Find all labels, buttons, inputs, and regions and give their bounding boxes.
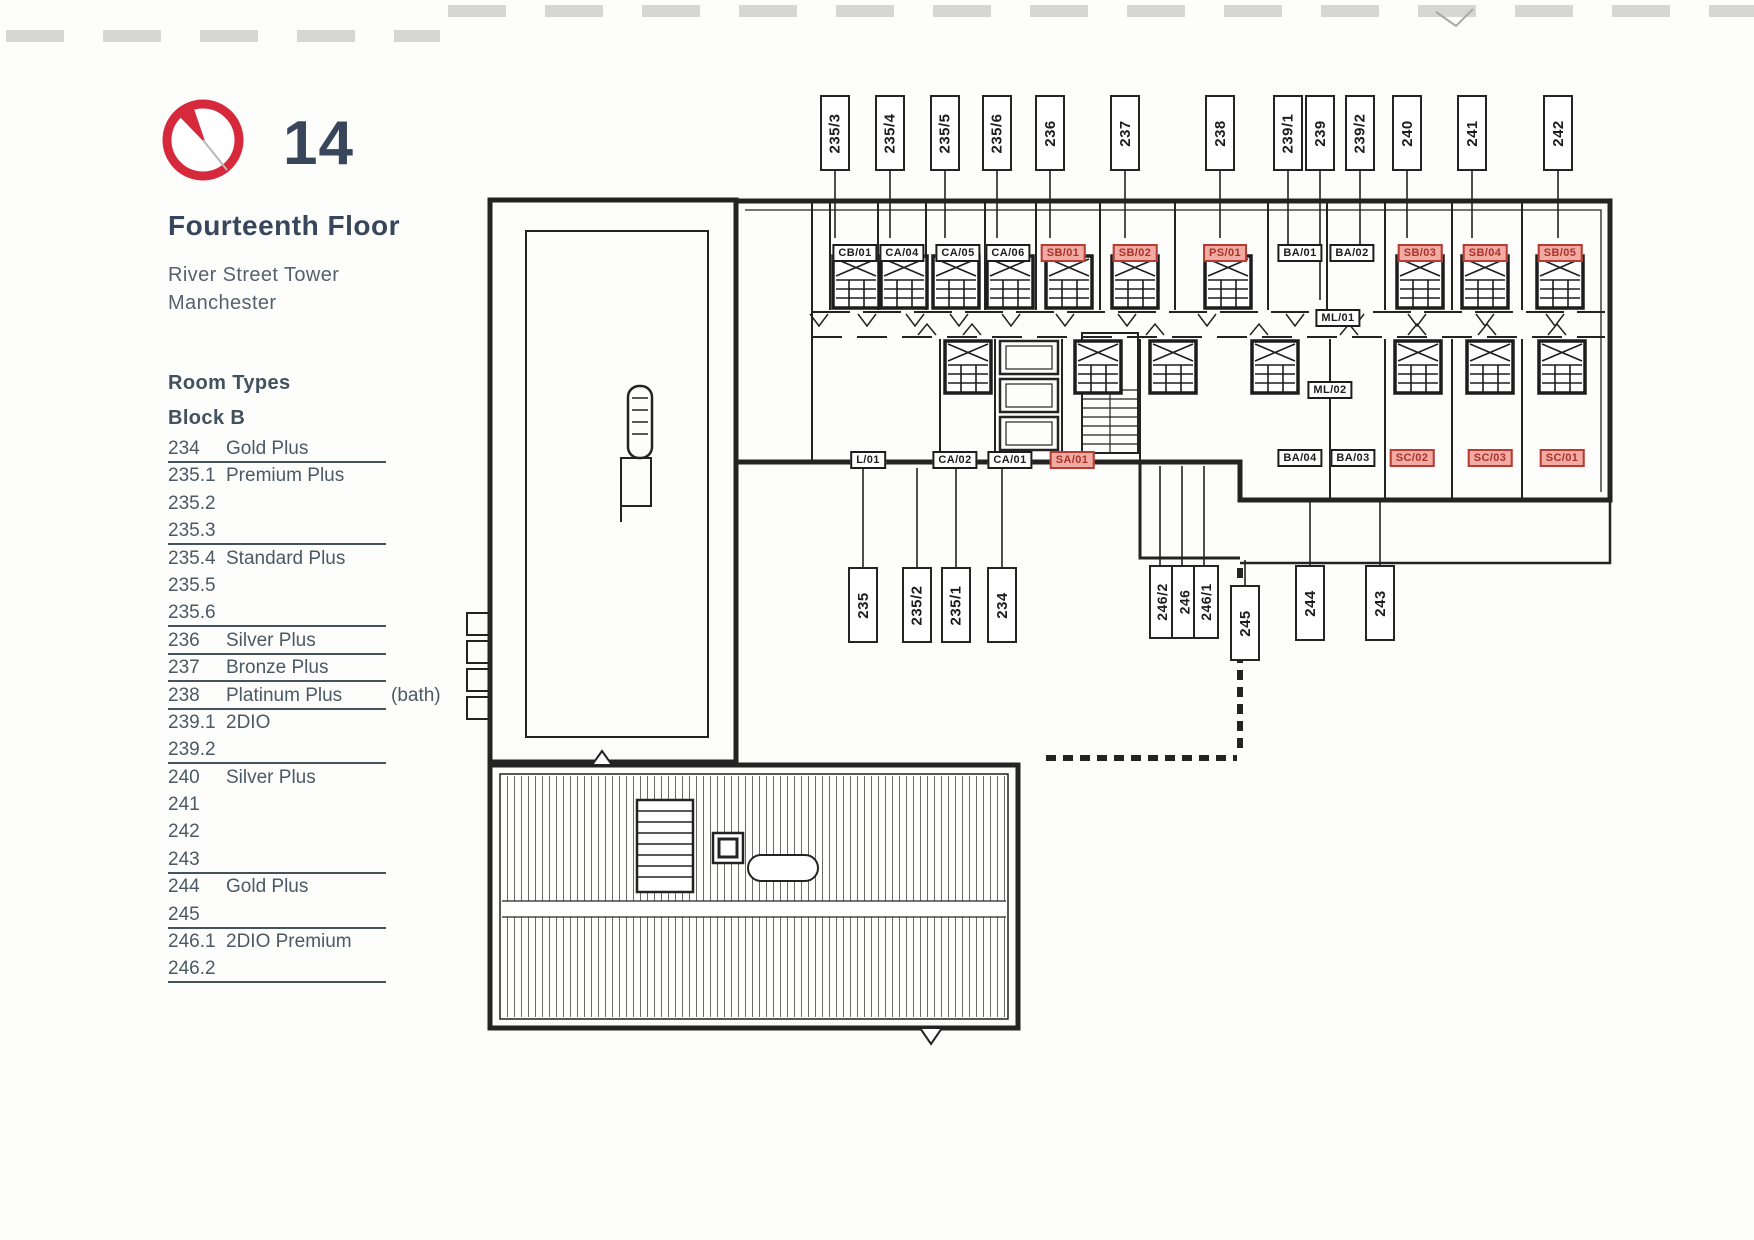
- list-item: 241: [168, 794, 200, 816]
- legend-block: Block B: [168, 407, 246, 429]
- list-item: 235.4 Standard Plus: [168, 547, 346, 569]
- list-item: 245: [168, 904, 441, 931]
- unit-label-top: 238: [1205, 95, 1235, 171]
- unit-label-top: 236: [1035, 95, 1065, 171]
- room-code: BA/02: [1329, 244, 1374, 262]
- building-city: Manchester: [168, 292, 277, 314]
- unit-label-bottom: 244: [1295, 565, 1325, 641]
- room-code-highlight: SC/02: [1390, 449, 1435, 467]
- room-code: CA/06: [985, 244, 1030, 262]
- room-code: BA/01: [1277, 244, 1322, 262]
- unit-label-top: 240: [1392, 95, 1422, 171]
- list-item: 246.2: [168, 958, 441, 985]
- room-code: BA/04: [1277, 449, 1322, 467]
- room-type-list: [168, 438, 441, 986]
- room-code: BA/03: [1330, 449, 1375, 467]
- list-item: 235.5: [168, 574, 216, 596]
- list-item: 244 Gold Plus: [168, 876, 309, 898]
- unit-label-top: 242: [1543, 95, 1573, 171]
- list-item: 242: [168, 821, 200, 843]
- list-item: 243: [168, 849, 441, 876]
- room-code-highlight: SC/03: [1468, 449, 1513, 467]
- floor-number: 14: [283, 109, 354, 178]
- unit-label-bottom: 235/1: [941, 567, 971, 643]
- unit-label-top: 235/3: [820, 95, 850, 171]
- room-code: CA/01: [987, 451, 1032, 469]
- list-item: 235.1 Premium Plus: [168, 465, 345, 487]
- room-code-highlight: SB/03: [1398, 244, 1443, 262]
- building-name: River Street Tower: [168, 264, 340, 286]
- unit-label-top: 235/4: [875, 95, 905, 171]
- room-code-highlight: SA/01: [1050, 451, 1095, 469]
- page-title: Fourteenth Floor: [168, 210, 400, 241]
- room-code-highlight: SC/01: [1540, 449, 1585, 467]
- unit-label-bottom: 235: [848, 567, 878, 643]
- room-code-highlight: SB/05: [1538, 244, 1583, 262]
- unit-label-bottom: 243: [1365, 565, 1395, 641]
- unit-label-top: 241: [1457, 95, 1487, 171]
- list-item: 239.2: [168, 739, 441, 766]
- unit-label-top: 237: [1110, 95, 1140, 171]
- list-item: 235.3: [168, 520, 441, 547]
- room-code: CA/04: [879, 244, 924, 262]
- unit-label-top: 239/2: [1345, 95, 1375, 171]
- room-code: CB/01: [832, 244, 877, 262]
- room-code: CA/05: [935, 244, 980, 262]
- unit-label-top: 235/6: [982, 95, 1012, 171]
- list-item: 235.2: [168, 492, 216, 514]
- list-item: 240 Silver Plus: [168, 766, 316, 788]
- list-item: 236 Silver Plus: [168, 630, 441, 657]
- room-code-highlight: PS/01: [1203, 244, 1247, 262]
- unit-label-bottom: 246/2: [1149, 565, 1175, 639]
- room-code: CA/02: [932, 451, 977, 469]
- clock-icon: [167, 104, 239, 176]
- room-code-highlight: SB/02: [1113, 244, 1158, 262]
- room-code: ML/02: [1307, 381, 1352, 399]
- unit-label-bottom: 246/1: [1193, 565, 1219, 639]
- unit-label-bottom: 235/2: [902, 567, 932, 643]
- room-code: L/01: [850, 451, 886, 469]
- list-item: 237 Bronze Plus: [168, 657, 441, 684]
- list-item: 246.1 2DIO Premium: [168, 931, 352, 953]
- door-swings: [810, 314, 1566, 335]
- unit-label-top: 239: [1305, 95, 1335, 171]
- room-code-highlight: SB/04: [1463, 244, 1508, 262]
- unit-label-bottom: 245: [1230, 585, 1260, 661]
- list-item: 235.6: [168, 602, 441, 629]
- core-pods: [1000, 341, 1058, 450]
- unit-label-top: 235/5: [930, 95, 960, 171]
- list-item: 239.1 2DIO: [168, 711, 271, 733]
- room-code-highlight: SB/01: [1041, 244, 1086, 262]
- room-code: ML/01: [1315, 309, 1360, 327]
- terrace: [490, 751, 1018, 1044]
- legend-title: Room Types: [168, 372, 291, 394]
- tower-block: [467, 200, 736, 762]
- unit-label-bottom: 246: [1171, 565, 1197, 639]
- scan-squiggle: [1436, 9, 1473, 26]
- unit-label-top: 239/1: [1273, 95, 1303, 171]
- list-item: 234 Gold Plus: [168, 438, 441, 465]
- list-item: 238 Platinum Plus (bath): [168, 685, 441, 712]
- unit-label-bottom: 234: [987, 567, 1017, 643]
